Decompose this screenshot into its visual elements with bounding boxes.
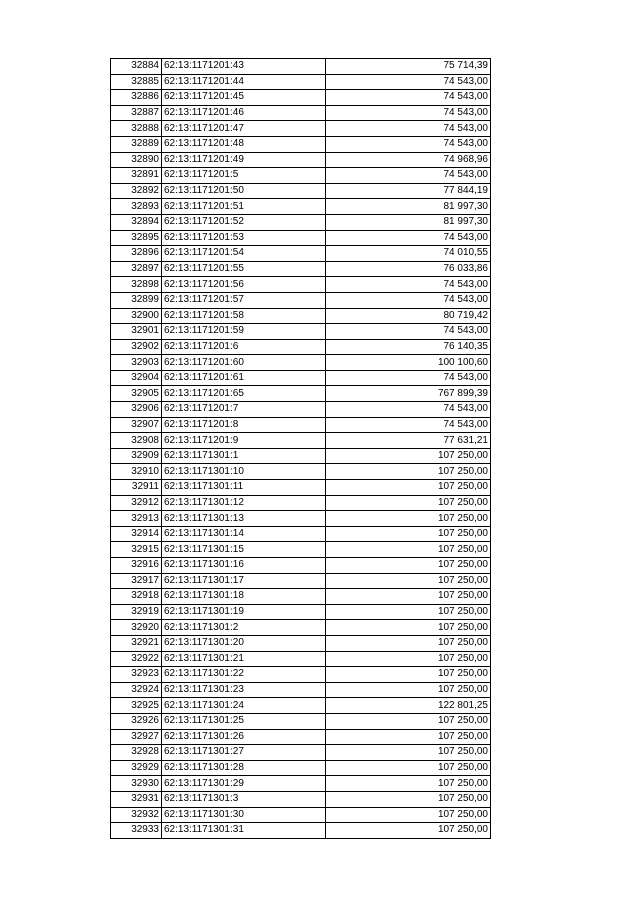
row-number-cell: 32922: [111, 651, 162, 667]
cadastral-number-cell: 62:13:1171201:7: [162, 402, 326, 418]
value-cell: 74 543,00: [326, 370, 491, 386]
row-number-cell: 32921: [111, 635, 162, 651]
table-row: [111, 558, 491, 574]
table-row: [111, 324, 491, 340]
row-number-cell: 32933: [111, 823, 162, 839]
cadastral-number-cell: 62:13:1171301:14: [162, 526, 326, 542]
cadastral-number-cell: 62:13:1171201:58: [162, 308, 326, 324]
table-row: [111, 417, 491, 433]
cadastral-number-cell: 62:13:1171201:56: [162, 277, 326, 293]
cadastral-number-cell: 62:13:1171201:50: [162, 183, 326, 199]
cadastral-number-cell: 62:13:1171301:20: [162, 635, 326, 651]
value-cell: 74 543,00: [326, 74, 491, 90]
table-row: [111, 698, 491, 714]
row-number-cell: 32893: [111, 199, 162, 215]
table-row: [111, 604, 491, 620]
value-cell: 76 140,35: [326, 339, 491, 355]
row-number-cell: 32906: [111, 402, 162, 418]
table-row: [111, 246, 491, 262]
row-number-cell: 32901: [111, 324, 162, 340]
cadastral-number-cell: 62:13:1171301:23: [162, 682, 326, 698]
value-cell: 74 010,55: [326, 246, 491, 262]
row-number-cell: 32885: [111, 74, 162, 90]
value-cell: 107 250,00: [326, 542, 491, 558]
row-number-cell: 32900: [111, 308, 162, 324]
table-row: [111, 651, 491, 667]
table-row: [111, 152, 491, 168]
value-cell: 107 250,00: [326, 511, 491, 527]
cadastral-value-table: [110, 58, 491, 839]
value-cell: 74 543,00: [326, 277, 491, 293]
cadastral-number-cell: 62:13:1171301:17: [162, 573, 326, 589]
value-cell: 107 250,00: [326, 682, 491, 698]
row-number-cell: 32910: [111, 464, 162, 480]
value-cell: 107 250,00: [326, 791, 491, 807]
cadastral-number-cell: 62:13:1171301:19: [162, 604, 326, 620]
row-number-cell: 32907: [111, 417, 162, 433]
row-number-cell: 32902: [111, 339, 162, 355]
table-row: [111, 308, 491, 324]
row-number-cell: 32887: [111, 105, 162, 121]
cadastral-number-cell: 62:13:1171301:25: [162, 713, 326, 729]
row-number-cell: 32914: [111, 526, 162, 542]
value-cell: 77 631,21: [326, 433, 491, 449]
cadastral-number-cell: 62:13:1171201:45: [162, 90, 326, 106]
value-cell: 107 250,00: [326, 713, 491, 729]
table-row: [111, 168, 491, 184]
table-row: [111, 526, 491, 542]
value-cell: 107 250,00: [326, 760, 491, 776]
row-number-cell: 32931: [111, 791, 162, 807]
table-row: [111, 355, 491, 371]
cadastral-number-cell: 62:13:1171301:30: [162, 807, 326, 823]
row-number-cell: 32896: [111, 246, 162, 262]
cadastral-number-cell: 62:13:1171301:11: [162, 480, 326, 496]
row-number-cell: 32886: [111, 90, 162, 106]
row-number-cell: 32899: [111, 292, 162, 308]
cadastral-number-cell: 62:13:1171201:59: [162, 324, 326, 340]
value-cell: 107 250,00: [326, 745, 491, 761]
table-row: [111, 760, 491, 776]
table-row: [111, 511, 491, 527]
row-number-cell: 32894: [111, 214, 162, 230]
table-row: [111, 214, 491, 230]
cadastral-number-cell: 62:13:1171201:9: [162, 433, 326, 449]
value-cell: 107 250,00: [326, 448, 491, 464]
row-number-cell: 32903: [111, 355, 162, 371]
value-cell: 107 250,00: [326, 651, 491, 667]
row-number-cell: 32923: [111, 667, 162, 683]
cadastral-number-cell: 62:13:1171201:54: [162, 246, 326, 262]
value-cell: 74 543,00: [326, 121, 491, 137]
table-row: [111, 495, 491, 511]
row-number-cell: 32912: [111, 495, 162, 511]
table-row: [111, 136, 491, 152]
row-number-cell: 32920: [111, 620, 162, 636]
table-row: [111, 729, 491, 745]
table-row: [111, 121, 491, 137]
table-row: [111, 542, 491, 558]
table-row: [111, 402, 491, 418]
value-cell: 74 543,00: [326, 136, 491, 152]
cadastral-number-cell: 62:13:1171301:26: [162, 729, 326, 745]
table-row: [111, 573, 491, 589]
value-cell: 107 250,00: [326, 807, 491, 823]
cadastral-number-cell: 62:13:1171201:48: [162, 136, 326, 152]
cadastral-number-cell: 62:13:1171201:51: [162, 199, 326, 215]
cadastral-number-cell: 62:13:1171301:2: [162, 620, 326, 636]
table-row: [111, 745, 491, 761]
value-cell: 100 100,60: [326, 355, 491, 371]
value-cell: 107 250,00: [326, 620, 491, 636]
table-body: [111, 59, 491, 839]
table-row: [111, 480, 491, 496]
row-number-cell: 32904: [111, 370, 162, 386]
table-row: [111, 589, 491, 605]
table-row: [111, 277, 491, 293]
row-number-cell: 32909: [111, 448, 162, 464]
cadastral-number-cell: 62:13:1171201:5: [162, 168, 326, 184]
cadastral-number-cell: 62:13:1171301:21: [162, 651, 326, 667]
cadastral-number-cell: 62:13:1171301:27: [162, 745, 326, 761]
value-cell: 75 714,39: [326, 59, 491, 75]
cadastral-number-cell: 62:13:1171201:60: [162, 355, 326, 371]
table-row: [111, 776, 491, 792]
table-row: [111, 339, 491, 355]
table-row: [111, 667, 491, 683]
table-row: [111, 183, 491, 199]
table-row: [111, 807, 491, 823]
value-cell: 107 250,00: [326, 776, 491, 792]
value-cell: 767 899,39: [326, 386, 491, 402]
value-cell: 74 543,00: [326, 168, 491, 184]
cadastral-number-cell: 62:13:1171301:28: [162, 760, 326, 776]
cadastral-number-cell: 62:13:1171201:61: [162, 370, 326, 386]
row-number-cell: 32924: [111, 682, 162, 698]
value-cell: 107 250,00: [326, 558, 491, 574]
value-cell: 107 250,00: [326, 573, 491, 589]
row-number-cell: 32905: [111, 386, 162, 402]
row-number-cell: 32927: [111, 729, 162, 745]
cadastral-number-cell: 62:13:1171301:16: [162, 558, 326, 574]
row-number-cell: 32890: [111, 152, 162, 168]
value-cell: 74 543,00: [326, 292, 491, 308]
cadastral-number-cell: 62:13:1171301:10: [162, 464, 326, 480]
cadastral-number-cell: 62:13:1171201:44: [162, 74, 326, 90]
cadastral-number-cell: 62:13:1171301:15: [162, 542, 326, 558]
table-row: [111, 370, 491, 386]
value-cell: 74 968,96: [326, 152, 491, 168]
value-cell: 107 250,00: [326, 589, 491, 605]
row-number-cell: 32932: [111, 807, 162, 823]
cadastral-number-cell: 62:13:1171301:22: [162, 667, 326, 683]
row-number-cell: 32928: [111, 745, 162, 761]
row-number-cell: 32897: [111, 261, 162, 277]
table-row: [111, 823, 491, 839]
value-cell: 81 997,30: [326, 199, 491, 215]
row-number-cell: 32884: [111, 59, 162, 75]
row-number-cell: 32891: [111, 168, 162, 184]
table-row: [111, 635, 491, 651]
table-row: [111, 199, 491, 215]
row-number-cell: 32917: [111, 573, 162, 589]
value-cell: 74 543,00: [326, 417, 491, 433]
value-cell: 107 250,00: [326, 635, 491, 651]
table-row: [111, 74, 491, 90]
cadastral-number-cell: 62:13:1171301:12: [162, 495, 326, 511]
table-row: [111, 90, 491, 106]
table-row: [111, 682, 491, 698]
cadastral-number-cell: 62:13:1171201:46: [162, 105, 326, 121]
value-cell: 77 844,19: [326, 183, 491, 199]
value-cell: 107 250,00: [326, 823, 491, 839]
value-cell: 107 250,00: [326, 480, 491, 496]
row-number-cell: 32916: [111, 558, 162, 574]
cadastral-number-cell: 62:13:1171201:47: [162, 121, 326, 137]
row-number-cell: 32911: [111, 480, 162, 496]
value-cell: 107 250,00: [326, 526, 491, 542]
table-row: [111, 105, 491, 121]
row-number-cell: 32918: [111, 589, 162, 605]
value-cell: 107 250,00: [326, 464, 491, 480]
row-number-cell: 32892: [111, 183, 162, 199]
table-row: [111, 620, 491, 636]
cadastral-number-cell: 62:13:1171201:49: [162, 152, 326, 168]
value-cell: 81 997,30: [326, 214, 491, 230]
cadastral-number-cell: 62:13:1171301:18: [162, 589, 326, 605]
value-cell: 74 543,00: [326, 324, 491, 340]
row-number-cell: 32919: [111, 604, 162, 620]
row-number-cell: 32930: [111, 776, 162, 792]
row-number-cell: 32925: [111, 698, 162, 714]
row-number-cell: 32929: [111, 760, 162, 776]
row-number-cell: 32898: [111, 277, 162, 293]
value-cell: 74 543,00: [326, 402, 491, 418]
cadastral-number-cell: 62:13:1171201:57: [162, 292, 326, 308]
value-cell: 107 250,00: [326, 667, 491, 683]
value-cell: 74 543,00: [326, 230, 491, 246]
table-row: [111, 230, 491, 246]
value-cell: 122 801,25: [326, 698, 491, 714]
value-cell: 107 250,00: [326, 495, 491, 511]
table-row: [111, 464, 491, 480]
value-cell: 74 543,00: [326, 90, 491, 106]
cadastral-number-cell: 62:13:1171301:31: [162, 823, 326, 839]
cadastral-number-cell: 62:13:1171301:13: [162, 511, 326, 527]
value-cell: 74 543,00: [326, 105, 491, 121]
row-number-cell: 32926: [111, 713, 162, 729]
cadastral-number-cell: 62:13:1171201:43: [162, 59, 326, 75]
row-number-cell: 32913: [111, 511, 162, 527]
cadastral-number-cell: 62:13:1171201:52: [162, 214, 326, 230]
row-number-cell: 32888: [111, 121, 162, 137]
row-number-cell: 32895: [111, 230, 162, 246]
table-row: [111, 59, 491, 75]
cadastral-number-cell: 62:13:1171301:24: [162, 698, 326, 714]
row-number-cell: 32915: [111, 542, 162, 558]
value-cell: 80 719,42: [326, 308, 491, 324]
value-cell: 76 033,86: [326, 261, 491, 277]
cadastral-number-cell: 62:13:1171201:55: [162, 261, 326, 277]
cadastral-number-cell: 62:13:1171301:29: [162, 776, 326, 792]
cadastral-number-cell: 62:13:1171201:53: [162, 230, 326, 246]
table-row: [111, 433, 491, 449]
table-row: [111, 713, 491, 729]
cadastral-number-cell: 62:13:1171201:8: [162, 417, 326, 433]
cadastral-number-cell: 62:13:1171301:3: [162, 791, 326, 807]
value-cell: 107 250,00: [326, 729, 491, 745]
value-cell: 107 250,00: [326, 604, 491, 620]
cadastral-number-cell: 62:13:1171201:65: [162, 386, 326, 402]
cadastral-number-cell: 62:13:1171201:6: [162, 339, 326, 355]
cadastral-number-cell: 62:13:1171301:1: [162, 448, 326, 464]
table-row: [111, 261, 491, 277]
row-number-cell: 32908: [111, 433, 162, 449]
table-row: [111, 448, 491, 464]
row-number-cell: 32889: [111, 136, 162, 152]
table-row: [111, 386, 491, 402]
table-row: [111, 292, 491, 308]
table-row: [111, 791, 491, 807]
